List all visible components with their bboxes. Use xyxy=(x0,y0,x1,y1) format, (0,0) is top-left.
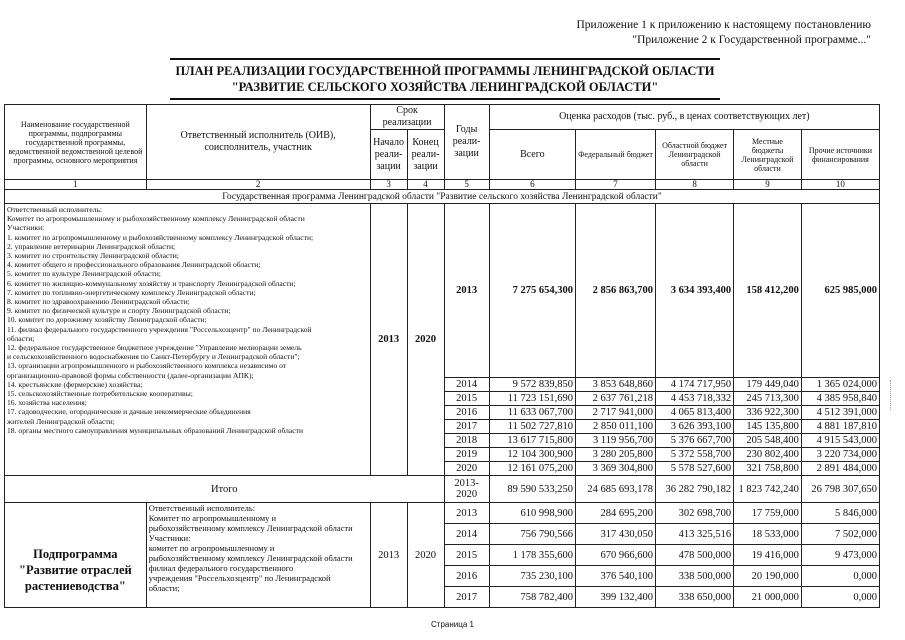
subprogram-name-cell xyxy=(5,503,147,608)
responsible-line: 16. хозяйства населения; xyxy=(7,398,87,408)
col-number: 7 xyxy=(575,180,655,190)
responsible-line: организационно-правовой формы собственности (далее-организации АПК); xyxy=(7,370,254,380)
other-cell: 5 846,000 xyxy=(801,503,879,524)
federal-cell: 2 856 863,700 xyxy=(575,204,655,378)
other-cell: 7 502,000 xyxy=(801,524,879,545)
federal-cell: 3 853 648,860 xyxy=(575,378,655,392)
local-cell: 21 000,000 xyxy=(734,587,802,608)
responsible-line: и сельскохозяйственного водоснабжения по Санкт-Петербургу и Ленинградской области"; xyxy=(7,352,300,362)
page-number: Страница 1 xyxy=(431,620,474,629)
total-cell: 13 617 715,800 xyxy=(489,434,575,448)
subprogram-start-year: 2013 xyxy=(370,503,407,608)
local-cell: 158 412,200 xyxy=(734,204,802,378)
total-cell: 11 723 151,690 xyxy=(489,392,575,406)
responsible-line: 7. комитет по топливно-энергетическому комплексу Ленинградской области; xyxy=(7,287,256,297)
responsible-line: 2. управление ветеринарии Ленинградской области; xyxy=(7,241,176,251)
responsible-line: рыбохозяйственному комплексу Ленинградской области xyxy=(148,523,353,533)
other-cell: 1 365 024,000 xyxy=(801,378,879,392)
federal-cell: 284 695,200 xyxy=(575,503,655,524)
header-start: Начало реали-зации xyxy=(370,130,407,180)
other-cell: 0,000 xyxy=(801,587,879,608)
total-row xyxy=(5,476,880,503)
subprogram-name-line: Подпрограмма xyxy=(33,547,118,561)
responsible-line: Ответственный исполнитель: xyxy=(148,503,256,513)
other-cell: 4 915 543,000 xyxy=(801,434,879,448)
responsible-line: 10. комитет по дорожному хозяйству Ленинградской области; xyxy=(7,315,207,325)
local-cell: 20 190,000 xyxy=(734,566,802,587)
responsible-line: 3. комитет по строительству Ленинградской области; xyxy=(7,251,179,261)
responsible-line: Ответственный исполнитель: xyxy=(7,205,103,214)
responsible-line: Участники: xyxy=(148,533,191,543)
col-number: 9 xyxy=(734,180,802,190)
responsible-line: 5. комитет по культуре Ленинградской области; xyxy=(7,269,161,279)
total-cell: 7 275 654,300 xyxy=(489,204,575,378)
responsible-line: 6. комитет по жилищно-коммунальному хозяйству и транспорту Ленинградской области; xyxy=(7,278,296,288)
federal-cell: 376 540,100 xyxy=(575,566,655,587)
federal-cell: 2 850 011,100 xyxy=(575,420,655,434)
responsible-line: жителей Ленинградской области; xyxy=(7,416,115,426)
total-other-cell: 26 798 307,650 xyxy=(801,476,879,503)
year-cell: 2015 xyxy=(444,545,489,566)
other-cell: 3 220 734,000 xyxy=(801,448,879,462)
subprogram-end-year: 2020 xyxy=(407,503,444,608)
header-regional: Областной бюджет Ленинградской области xyxy=(656,130,734,180)
responsible-line: Участники: xyxy=(7,223,45,233)
header-end: Конец реали-зации xyxy=(407,130,444,180)
year-cell: 2017 xyxy=(444,420,489,434)
regional-cell: 338 650,000 xyxy=(656,587,734,608)
responsible-line: области; xyxy=(7,333,35,343)
responsible-line: 4. комитет общего и профессионального образования Ленинградской области; xyxy=(7,260,261,270)
regional-cell: 4 065 813,400 xyxy=(656,406,734,420)
year-cell: 2016 xyxy=(444,566,489,587)
federal-cell: 3 119 956,700 xyxy=(575,434,655,448)
other-cell: 4 881 187,810 xyxy=(801,420,879,434)
total-cell: 12 104 300,900 xyxy=(489,448,575,462)
subprogram-name-spacer xyxy=(7,516,144,546)
total-label: Итого xyxy=(5,476,445,503)
header-years: Годы реали-зации xyxy=(444,105,489,180)
program-title: Государственная программа Ленинградской области "Развитие сельского хозяйства Ленинградской области" xyxy=(5,190,880,204)
year-cell: 2020 xyxy=(444,462,489,476)
document-title xyxy=(170,58,720,100)
total-years: 2013-2020 xyxy=(444,476,489,503)
other-cell: 0,000 xyxy=(801,566,879,587)
total-cell: 610 998,900 xyxy=(489,503,575,524)
regional-cell: 338 500,000 xyxy=(656,566,734,587)
plan-table xyxy=(4,104,880,608)
federal-cell: 670 966,600 xyxy=(575,545,655,566)
appendix-line-1: Приложение 1 к приложению к настоящему постановлению xyxy=(576,19,871,31)
header-local: Местные бюджеты Ленинградской области xyxy=(734,130,802,180)
responsible-line: рыбохозяйственному комплексу Ленинградской области xyxy=(148,553,353,563)
header-federal: Федеральный бюджет xyxy=(575,130,655,180)
local-cell: 336 922,300 xyxy=(734,406,802,420)
regional-cell: 5 372 558,700 xyxy=(656,448,734,462)
other-cell: 625 985,000 xyxy=(801,204,879,378)
regional-cell: 413 325,516 xyxy=(656,524,734,545)
col-number: 4 xyxy=(407,180,444,190)
year-cell: 2018 xyxy=(444,434,489,448)
responsible-line: 17. садоводческие, огороднические и дачные некоммерческие объединения xyxy=(7,407,251,417)
local-cell: 145 135,800 xyxy=(734,420,802,434)
col-number: 8 xyxy=(656,180,734,190)
year-cell: 2017 xyxy=(444,587,489,608)
col-number: 6 xyxy=(489,180,575,190)
regional-cell: 302 698,700 xyxy=(656,503,734,524)
subprogram-name-line: растениеводства" xyxy=(24,579,126,593)
appendix-line-2: "Приложение 2 к Государственной программе..." xyxy=(632,34,871,46)
responsible-line: 8. комитет по здравоохранению Ленинградской области; xyxy=(7,297,190,307)
total-cell: 11 502 727,810 xyxy=(489,420,575,434)
total-cell: 758 782,400 xyxy=(489,587,575,608)
total-cell: 9 572 839,850 xyxy=(489,378,575,392)
responsible-line: учреждения "Россельхозцентр" по Ленинградской xyxy=(148,573,331,583)
total-cell: 1 178 355,600 xyxy=(489,545,575,566)
federal-cell: 3 369 304,800 xyxy=(575,462,655,476)
local-cell: 230 802,400 xyxy=(734,448,802,462)
local-cell: 245 713,300 xyxy=(734,392,802,406)
responsible-line: 15. сельскохозяйственные потребительские кооперативы; xyxy=(7,389,193,399)
year-cell: 2013 xyxy=(444,503,489,524)
regional-cell: 478 500,000 xyxy=(656,545,734,566)
local-cell: 321 758,800 xyxy=(734,462,802,476)
federal-cell: 3 280 205,800 xyxy=(575,448,655,462)
title-line-2: "РАЗВИТИЕ СЕЛЬСКОГО ХОЗЯЙСТВА ЛЕНИНГРАДСКОЙ ОБЛАСТИ" xyxy=(231,80,659,94)
responsible-line: 9. комитет по физической культуре и спорту Ленинградской области; xyxy=(7,306,231,316)
other-cell: 4 512 391,000 xyxy=(801,406,879,420)
responsible-line: 14. крестьянские (фермерские) хозяйства; xyxy=(7,379,143,389)
federal-cell: 399 132,400 xyxy=(575,587,655,608)
responsible-line: комитет по агропромышленному и xyxy=(148,543,275,553)
responsible-line: Комитет по агропромышленному и рыбохозяйственному комплексу Ленинградской области xyxy=(7,214,305,224)
regional-cell: 4 174 717,950 xyxy=(656,378,734,392)
col-number: 5 xyxy=(444,180,489,190)
federal-cell: 2 637 761,218 xyxy=(575,392,655,406)
total-cell: 735 230,100 xyxy=(489,566,575,587)
regional-cell: 5 578 527,600 xyxy=(656,462,734,476)
total-federal-cell: 24 685 693,178 xyxy=(575,476,655,503)
responsible-line: 18. органы местного самоуправления муниципальных образований Ленинградской области xyxy=(7,425,304,435)
col-number: 10 xyxy=(801,180,879,190)
header-total: Всего xyxy=(489,130,575,180)
program-end-year: 2020 xyxy=(407,204,444,476)
local-cell: 18 533,000 xyxy=(734,524,802,545)
other-cell: 9 473,000 xyxy=(801,545,879,566)
year-cell: 2015 xyxy=(444,392,489,406)
local-cell: 179 449,040 xyxy=(734,378,802,392)
year-cell: 2013 xyxy=(444,204,489,378)
regional-cell: 5 376 667,700 xyxy=(656,434,734,448)
year-cell: 2019 xyxy=(444,448,489,462)
other-cell: 4 385 958,840 xyxy=(801,392,879,406)
responsible-line: Комитет по агропромышленному и xyxy=(148,513,277,523)
responsible-line: области; xyxy=(148,583,180,593)
federal-cell: 317 430,050 xyxy=(575,524,655,545)
subprogram-responsible-cell xyxy=(146,503,370,608)
header-estimate: Оценка расходов (тыс. руб., в ценах соответствующих лет) xyxy=(489,105,879,130)
program-responsible-cell xyxy=(5,204,371,476)
title-line-1: ПЛАН РЕАЛИЗАЦИИ ГОСУДАРСТВЕННОЙ ПРОГРАММЫ ЛЕНИНГРАДСКОЙ ОБЛАСТИ xyxy=(175,64,715,78)
local-cell: 17 759,000 xyxy=(734,503,802,524)
appendix-note xyxy=(577,18,872,48)
responsible-line: 12. федеральное государственное бюджетное учреждение "Управление мелиорации земель xyxy=(7,343,302,353)
regional-cell: 3 626 393,100 xyxy=(656,420,734,434)
col-number: 3 xyxy=(370,180,407,190)
other-cell: 2 891 484,000 xyxy=(801,462,879,476)
scan-mark xyxy=(890,380,897,410)
local-cell: 205 548,400 xyxy=(734,434,802,448)
column-number-row xyxy=(5,180,880,190)
subprogram-name-line: "Развитие отраслей xyxy=(19,563,132,577)
local-cell: 19 416,000 xyxy=(734,545,802,566)
header-other: Прочие источники финансирования xyxy=(801,130,879,180)
col-number: 1 xyxy=(5,180,147,190)
total-cell: 12 161 075,200 xyxy=(489,462,575,476)
responsible-line: филиал федерального государственного xyxy=(148,563,294,573)
total-total-cell: 89 590 533,250 xyxy=(489,476,575,503)
subprogram-year-row xyxy=(5,503,880,524)
year-cell: 2014 xyxy=(444,524,489,545)
regional-cell: 3 634 393,400 xyxy=(656,204,734,378)
header-responsible: Ответственный исполнитель (ОИВ), соисполнитель, участник xyxy=(146,105,370,180)
responsible-line: 13. организации агропромышленного и рыбохозяйственного комплекса независимо от xyxy=(7,361,287,371)
federal-cell: 2 717 941,000 xyxy=(575,406,655,420)
regional-cell: 4 453 718,332 xyxy=(656,392,734,406)
year-cell: 2016 xyxy=(444,406,489,420)
program-year-row xyxy=(5,204,880,378)
total-cell: 11 633 067,700 xyxy=(489,406,575,420)
year-cell: 2014 xyxy=(444,378,489,392)
responsible-line: 1. комитет по агропромышленному и рыбохозяйственному комплексу Ленинградской области; xyxy=(7,232,314,242)
col-number: 2 xyxy=(146,180,370,190)
total-cell: 756 790,566 xyxy=(489,524,575,545)
program-start-year: 2013 xyxy=(370,204,407,476)
responsible-line: 11. филиал федерального государственного учреждения "Россельхозцентр" по Ленинградской xyxy=(7,324,312,334)
total-regional-cell: 36 282 790,182 xyxy=(656,476,734,503)
header-period: Срок реализации xyxy=(370,105,444,130)
header-name: Наименование государственной программы, подпрограммы государственной программы, ведомственной ведомственной целевой программы, основного мероприятия xyxy=(5,105,147,180)
total-local-cell: 1 823 742,240 xyxy=(734,476,802,503)
